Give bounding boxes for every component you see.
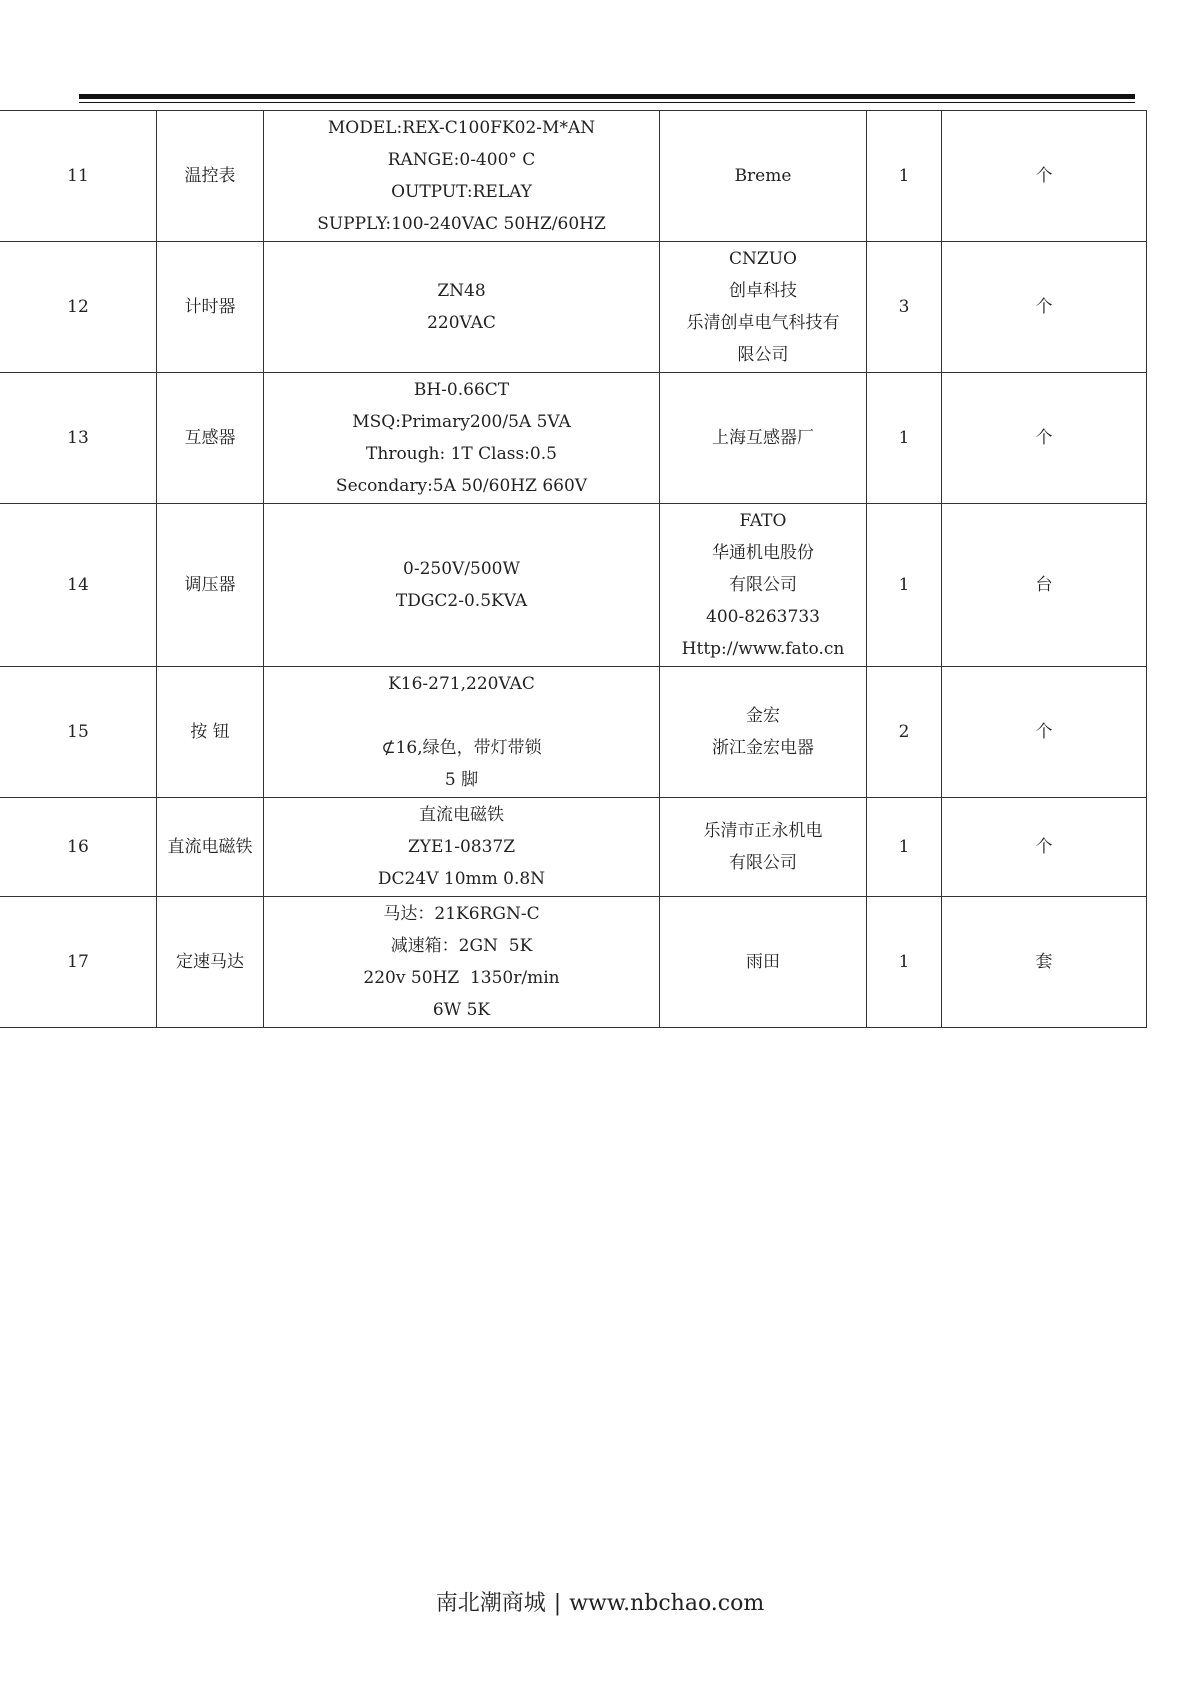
row-number-cell: 11 xyxy=(0,111,157,242)
spec-line: 220VAC xyxy=(427,313,496,333)
manufacturer-line: 华通机电股份 xyxy=(712,543,814,563)
spec-line: DC24V 10mm 0.8N xyxy=(377,869,546,889)
spec-line: ⊄16,绿色，带灯带锁 xyxy=(381,738,542,758)
table-row xyxy=(0,897,1147,1028)
spec-line: 马达：21K6RGN-C xyxy=(383,904,540,924)
spec-line: K16-271,220VAC xyxy=(388,674,535,694)
item-name-cell: 按 钮 xyxy=(157,667,264,798)
spec-cell xyxy=(264,504,660,667)
item-name-cell: 计时器 xyxy=(157,242,264,373)
unit-cell: 个 xyxy=(942,242,1147,373)
spec-cell xyxy=(264,897,660,1028)
unit-cell: 个 xyxy=(942,111,1147,242)
table-row xyxy=(0,504,1147,667)
row-number-cell: 13 xyxy=(0,373,157,504)
row-number-cell: 17 xyxy=(0,897,157,1028)
spec-line: MODEL:REX-C100FK02-M*AN xyxy=(327,118,596,138)
row-number-cell: 16 xyxy=(0,798,157,897)
manufacturer-line: 浙江金宏电器 xyxy=(712,738,814,758)
manufacturer-line: FATO xyxy=(739,511,787,531)
unit-cell: 个 xyxy=(942,667,1147,798)
spec-line: 减速箱：2GN 5K xyxy=(390,936,533,956)
manufacturer-line: CNZUO xyxy=(729,249,797,269)
unit-cell: 套 xyxy=(942,897,1147,1028)
manufacturer-line: 乐清创卓电气科技有 xyxy=(686,313,840,333)
manufacturer-line: Http://www.fato.cn xyxy=(681,639,845,659)
spec-cell xyxy=(264,667,660,798)
item-name-cell: 直流电磁铁 xyxy=(157,798,264,897)
spec-line: ZYE1-0837Z xyxy=(407,837,516,857)
row-number-cell: 12 xyxy=(0,242,157,373)
manufacturer-cell xyxy=(660,897,867,1028)
table-row xyxy=(0,667,1147,798)
spec-cell xyxy=(264,798,660,897)
manufacturer-line: 金宏 xyxy=(746,706,780,726)
spec-line: MSQ:Primary200/5A 5VA xyxy=(352,412,571,432)
spec-line: SUPPLY:100-240VAC 50HZ/60HZ xyxy=(317,214,606,234)
manufacturer-line: 限公司 xyxy=(737,345,789,365)
spec-line: ZN48 xyxy=(437,281,486,301)
spec-line: 0-250V/500W xyxy=(403,559,520,579)
header-rule-thin xyxy=(79,102,1135,103)
spec-cell xyxy=(264,373,660,504)
item-name-cell: 调压器 xyxy=(157,504,264,667)
quantity-cell: 1 xyxy=(867,111,942,242)
footer-url[interactable]: www.nbchao.com xyxy=(569,1591,765,1616)
item-name-cell: 温控表 xyxy=(157,111,264,242)
manufacturer-line: 有限公司 xyxy=(729,853,797,873)
manufacturer-cell xyxy=(660,667,867,798)
table-row xyxy=(0,111,1147,242)
row-number-cell: 14 xyxy=(0,504,157,667)
manufacturer-cell xyxy=(660,373,867,504)
spec-line: 5 脚 xyxy=(444,770,479,790)
spec-line: Through: 1T Class:0.5 xyxy=(366,444,557,464)
parts-table-body xyxy=(0,111,1147,1028)
table-row xyxy=(0,798,1147,897)
manufacturer-cell xyxy=(660,242,867,373)
item-name-cell: 定速马达 xyxy=(157,897,264,1028)
spec-cell xyxy=(264,111,660,242)
row-number-cell: 15 xyxy=(0,667,157,798)
table-row xyxy=(0,373,1147,504)
manufacturer-cell xyxy=(660,798,867,897)
header-rule-thick xyxy=(79,94,1135,99)
spec-line: TDGC2-0.5KVA xyxy=(395,591,528,611)
spec-line: BH-0.66CT xyxy=(413,380,510,400)
quantity-cell: 2 xyxy=(867,667,942,798)
unit-cell: 个 xyxy=(942,798,1147,897)
unit-cell: 个 xyxy=(942,373,1147,504)
spec-cell xyxy=(264,242,660,373)
unit-cell: 台 xyxy=(942,504,1147,667)
manufacturer-cell xyxy=(660,504,867,667)
spec-line: 6W 5K xyxy=(432,1000,491,1020)
table-row xyxy=(0,242,1147,373)
item-name-cell: 互感器 xyxy=(157,373,264,504)
spec-line xyxy=(266,700,657,732)
footer-separator: | xyxy=(553,1591,562,1616)
manufacturer-line: 上海互感器厂 xyxy=(712,428,814,448)
spec-line: RANGE:0-400° C xyxy=(387,150,536,170)
spec-line: Secondary:5A 50/60HZ 660V xyxy=(335,476,588,496)
spec-line: 220v 50HZ 1350r/min xyxy=(363,968,560,988)
manufacturer-line: 创卓科技 xyxy=(729,281,797,301)
parts-table xyxy=(0,110,1147,1028)
manufacturer-line: 有限公司 xyxy=(729,575,797,595)
manufacturer-line: 400-8263733 xyxy=(706,607,820,627)
page-footer xyxy=(0,1586,1200,1617)
manufacturer-line: 雨田 xyxy=(746,952,780,972)
manufacturer-cell xyxy=(660,111,867,242)
manufacturer-line: Breme xyxy=(734,166,792,186)
manufacturer-line: 乐清市正永机电 xyxy=(703,821,823,841)
quantity-cell: 1 xyxy=(867,897,942,1028)
spec-line: 直流电磁铁 xyxy=(419,805,504,825)
quantity-cell: 3 xyxy=(867,242,942,373)
footer-site-name: 南北潮商城 xyxy=(435,1591,546,1616)
quantity-cell: 1 xyxy=(867,798,942,897)
spec-line: OUTPUT:RELAY xyxy=(391,182,532,202)
quantity-cell: 1 xyxy=(867,373,942,504)
quantity-cell: 1 xyxy=(867,504,942,667)
